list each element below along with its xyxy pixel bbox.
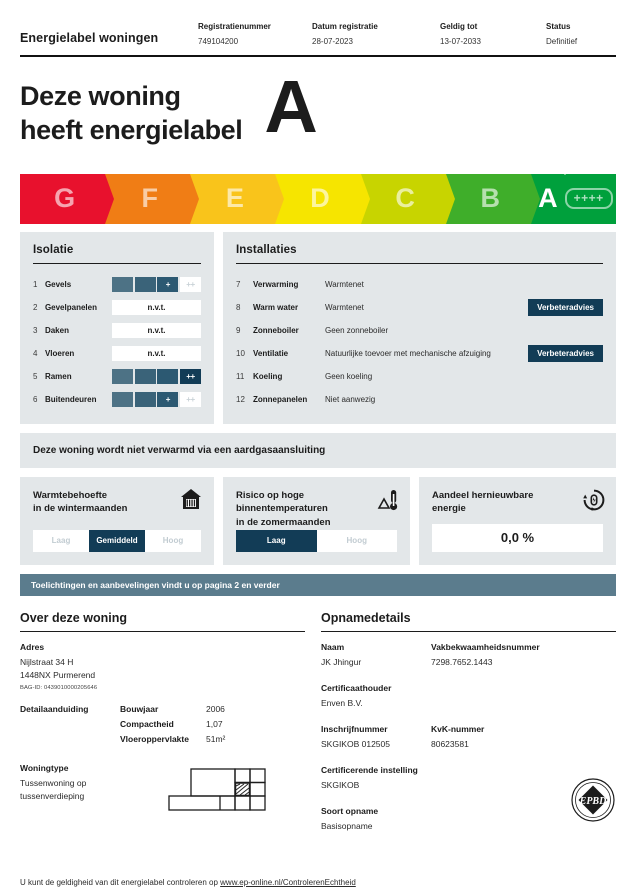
row-label: Ramen bbox=[44, 371, 72, 381]
hero-text bbox=[20, 79, 242, 148]
opnamedetails-divider bbox=[321, 631, 616, 632]
epbd-seal-text: EPBD bbox=[579, 795, 607, 807]
row-number: 10 bbox=[236, 348, 245, 358]
document-title: Energielabel woningen bbox=[20, 31, 159, 45]
indicator-title bbox=[33, 489, 201, 517]
house-diagram-icon bbox=[163, 763, 271, 820]
adres-line-1: Nijlstraat 34 H bbox=[20, 656, 74, 667]
isolatie-rating-bar bbox=[112, 277, 201, 292]
indicator-title-line: Risico op hoge bbox=[236, 489, 305, 501]
woningtype-line-2: tussenverdieping bbox=[20, 790, 85, 801]
detail-row bbox=[120, 734, 225, 744]
hero-line-1: Deze woning bbox=[20, 81, 181, 111]
indicator-toggle-group bbox=[33, 530, 201, 552]
installaties-panel bbox=[223, 232, 616, 424]
soort-opname-value: Basisopname bbox=[321, 820, 373, 831]
bottom-sections bbox=[20, 611, 616, 834]
energy-scale bbox=[20, 174, 616, 224]
row-number: 4 bbox=[33, 348, 38, 358]
isolatie-rating-bar bbox=[112, 369, 201, 384]
detail-key: Bouwjaar bbox=[120, 703, 159, 714]
woningtype-text bbox=[20, 763, 145, 820]
row-number: 12 bbox=[236, 394, 245, 404]
over-deze-woning-section bbox=[20, 611, 305, 834]
gas-notice: Deze woning wordt niet verwarmd via een aardgasaansluiting bbox=[20, 433, 616, 468]
row-label: Ventilatie bbox=[253, 348, 289, 358]
energy-scale-letter: G bbox=[54, 183, 76, 214]
indicator-box bbox=[20, 477, 214, 565]
detailaanduiding-label: Detailaanduiding bbox=[20, 703, 89, 714]
over-woning-title: Over deze woning bbox=[20, 610, 127, 625]
footer-text: U kunt de geldigheid van dit energielabel controleren op bbox=[20, 878, 221, 887]
meta-registratienummer bbox=[198, 22, 312, 46]
meta-label: Status bbox=[546, 22, 571, 31]
meta-value: 13-07-2033 bbox=[440, 37, 481, 46]
energy-scale-letter: E bbox=[225, 183, 244, 214]
energy-scale-segment-g bbox=[20, 174, 105, 224]
hero-label-letter: A bbox=[264, 65, 318, 148]
indicator-title-line: Warmtebehoefte bbox=[33, 489, 108, 501]
energy-scale-letter: A bbox=[538, 183, 558, 214]
meta-geldig-tot bbox=[440, 22, 546, 46]
indicator-title-line: binnentemperaturen bbox=[236, 503, 328, 515]
row-label: Koeling bbox=[253, 371, 283, 381]
renewable-energy-icon bbox=[582, 488, 604, 512]
scale-notch bbox=[361, 174, 370, 224]
over-woning-divider bbox=[20, 631, 305, 632]
row-number: 7 bbox=[236, 279, 241, 289]
indicator-title-line: in de zomermaanden bbox=[236, 517, 331, 529]
row-number: 5 bbox=[33, 371, 38, 381]
isolatie-row bbox=[33, 342, 201, 365]
indicator-title-line: in de wintermaanden bbox=[33, 503, 128, 515]
toggle-option-hoog[interactable]: Hoog bbox=[346, 536, 367, 546]
rating-cell-empty: ++ bbox=[180, 392, 201, 407]
footer-verification-text bbox=[20, 878, 356, 887]
detail-key: Vloeroppervlakte bbox=[120, 733, 189, 744]
energy-scale-segment-a bbox=[531, 174, 616, 224]
row-number: 8 bbox=[236, 302, 241, 312]
row-number: 2 bbox=[33, 302, 38, 312]
meta-label: Registratienummer bbox=[198, 22, 271, 31]
energy-scale-segment-c bbox=[361, 174, 446, 224]
isolatie-panel bbox=[20, 232, 214, 424]
rating-cell-filled bbox=[112, 369, 133, 384]
detail-value: 51m² bbox=[206, 733, 226, 744]
installaties-divider bbox=[236, 263, 603, 264]
naam-row bbox=[321, 642, 616, 670]
isolatie-row bbox=[33, 296, 201, 319]
naam-label: Naam bbox=[321, 641, 345, 652]
certificaathouder-label: Certificaathouder bbox=[321, 682, 392, 693]
soort-opname-label: Soort opname bbox=[321, 805, 379, 816]
meta-value: Definitief bbox=[546, 37, 578, 46]
isolatie-nvt-value: n.v.t. bbox=[112, 346, 201, 361]
woningtype-line-1: Tussenwoning op bbox=[20, 777, 87, 788]
active-label-pointer-icon bbox=[556, 165, 574, 175]
row-label: Daken bbox=[44, 325, 69, 335]
verbeteradvies-button[interactable]: Verbeteradvies bbox=[528, 299, 603, 316]
row-number: 6 bbox=[33, 394, 38, 404]
ep-online-link[interactable]: www.ep-online.nl/ControlerenEchtheid bbox=[220, 878, 356, 887]
energy-scale-letter: D bbox=[310, 183, 330, 214]
opnamedetails-title: Opnamedetails bbox=[321, 610, 411, 625]
opnamedetails-section bbox=[321, 611, 616, 834]
panels-row bbox=[20, 232, 616, 424]
detail-row bbox=[120, 704, 225, 714]
rating-cell-filled bbox=[112, 392, 133, 407]
woningtype-label: Woningtype bbox=[20, 762, 69, 773]
epbd-seal-icon bbox=[570, 777, 616, 828]
vakbekwaamheidsnummer-value: 7298.7652.1443 bbox=[431, 656, 493, 667]
row-label: Warm water bbox=[253, 302, 299, 312]
indicator-toggle-group bbox=[236, 530, 397, 552]
isolatie-nvt-value: n.v.t. bbox=[112, 323, 201, 338]
energy-scale-segment-d bbox=[275, 174, 360, 224]
kvk-nummer-label: KvK-nummer bbox=[431, 723, 485, 734]
toggle-option-laag[interactable]: Laag bbox=[236, 530, 317, 552]
detail-key: Compactheid bbox=[120, 718, 174, 729]
rating-cell-filled bbox=[157, 369, 178, 384]
meta-status bbox=[546, 22, 616, 46]
rating-cell-filled: + bbox=[157, 277, 178, 292]
meta-value: 28-07-2023 bbox=[312, 37, 353, 46]
isolatie-nvt-value: n.v.t. bbox=[112, 300, 201, 315]
header-meta-group bbox=[198, 22, 616, 46]
row-value: Geen zonneboiler bbox=[325, 325, 389, 335]
row-label: Zonneboiler bbox=[253, 325, 299, 335]
isolatie-row bbox=[33, 273, 201, 296]
installaties-rows bbox=[236, 273, 603, 411]
row-value: Geen koeling bbox=[325, 371, 373, 381]
scale-notch bbox=[275, 174, 284, 224]
spacer bbox=[321, 670, 616, 683]
row-label: Gevels bbox=[44, 279, 72, 289]
installaties-row bbox=[236, 273, 603, 296]
rating-cell-filled bbox=[135, 277, 156, 292]
meta-label: Datum registratie bbox=[312, 22, 378, 31]
installaties-row bbox=[236, 296, 603, 319]
energy-scale-bar bbox=[20, 174, 616, 224]
indicator-title-line: Aandeel hernieuwbare bbox=[432, 489, 534, 501]
indicator-title bbox=[432, 489, 603, 517]
toggle-option-laag[interactable]: Laag bbox=[51, 536, 71, 546]
indicator-value: 0,0 % bbox=[432, 524, 603, 552]
certificaathouder-value: Enven B.V. bbox=[321, 697, 363, 708]
verbeteradvies-button[interactable]: Verbeteradvies bbox=[528, 345, 603, 362]
hero-line-2: heeft energielabel bbox=[20, 115, 243, 146]
row-value: Niet aanwezig bbox=[325, 394, 376, 404]
row-number: 11 bbox=[236, 371, 245, 381]
adres-label: Adres bbox=[20, 641, 45, 652]
scale-notch bbox=[105, 174, 114, 224]
installaties-row bbox=[236, 342, 603, 365]
installaties-row bbox=[236, 319, 603, 342]
detail-row bbox=[120, 719, 225, 729]
rating-cell-filled: ++ bbox=[180, 369, 201, 384]
isolatie-title: Isolatie bbox=[33, 243, 74, 256]
energy-scale-letter: C bbox=[395, 183, 415, 214]
certificerende-instelling-label: Certificerende instelling bbox=[321, 764, 418, 775]
energy-scale-segment-e bbox=[190, 174, 275, 224]
installaties-row bbox=[236, 388, 603, 411]
rating-cell-filled bbox=[135, 392, 156, 407]
rating-cell-filled bbox=[112, 277, 133, 292]
indicator-boxes bbox=[20, 477, 616, 565]
rating-cell-filled bbox=[135, 369, 156, 384]
row-label: Verwarming bbox=[253, 279, 299, 289]
row-value: Natuurlijke toevoer met mechanische afzuiging bbox=[325, 348, 491, 358]
isolatie-row bbox=[33, 319, 201, 342]
spacer bbox=[321, 711, 616, 724]
toggle-option-gemiddeld[interactable]: Gemiddeld bbox=[89, 530, 145, 552]
indicator-title bbox=[236, 489, 397, 530]
row-label: Buitendeuren bbox=[44, 394, 97, 404]
energy-scale-plus-badge: ++++ bbox=[565, 188, 613, 209]
detail-value: 1,07 bbox=[206, 718, 223, 729]
rating-cell-empty: ++ bbox=[180, 277, 201, 292]
inschrijfnummer-label: Inschrijfnummer bbox=[321, 723, 388, 734]
house-radiator-icon bbox=[180, 488, 202, 512]
isolatie-row bbox=[33, 365, 201, 388]
row-number: 9 bbox=[236, 325, 241, 335]
certificerende-instelling-value: SKGIKOB bbox=[321, 779, 360, 790]
vakbekwaamheidsnummer-label: Vakbekwaamheidsnummer bbox=[431, 641, 540, 652]
isolatie-rows bbox=[33, 273, 201, 411]
installaties-row bbox=[236, 365, 603, 388]
detailaanduiding-rows bbox=[120, 704, 225, 749]
scale-notch bbox=[190, 174, 199, 224]
meta-datum-registratie bbox=[312, 22, 440, 46]
energy-scale-segment-b bbox=[446, 174, 531, 224]
row-label: Gevelpanelen bbox=[44, 302, 97, 312]
spacer bbox=[321, 752, 616, 765]
detail-value: 2006 bbox=[206, 703, 225, 714]
info-banner: Toelichtingen en aanbevelingen vindt u op pagina 2 en verder bbox=[20, 574, 616, 596]
row-number: 3 bbox=[33, 325, 38, 335]
isolatie-rating-bar bbox=[112, 392, 201, 407]
meta-value: 749104200 bbox=[198, 37, 239, 46]
bag-id: BAG-ID: 0439010000205646 bbox=[20, 684, 98, 691]
adres-line-2: 1448NX Purmerend bbox=[20, 669, 96, 680]
meta-label: Geldig tot bbox=[440, 22, 478, 31]
thermometer-sun-icon bbox=[376, 488, 398, 512]
row-label: Vloeren bbox=[44, 348, 75, 358]
toggle-option-hoog[interactable]: Hoog bbox=[162, 536, 184, 546]
isolatie-row bbox=[33, 388, 201, 411]
indicator-title-line: energie bbox=[432, 503, 466, 515]
isolatie-divider bbox=[33, 263, 201, 264]
row-number: 1 bbox=[33, 279, 38, 289]
indicator-box bbox=[223, 477, 410, 565]
kvk-nummer-value: 80623581 bbox=[431, 738, 469, 749]
hero-section bbox=[0, 57, 636, 148]
indicator-box bbox=[419, 477, 616, 565]
row-value: Warmtenet bbox=[325, 279, 364, 289]
rating-cell-filled: + bbox=[157, 392, 178, 407]
naam-value: JK Jhingur bbox=[321, 656, 362, 667]
row-label: Zonnepanelen bbox=[253, 394, 308, 404]
document-header bbox=[0, 0, 636, 46]
installaties-title: Installaties bbox=[236, 243, 297, 256]
inschrijfnummer-value: SKGIKOB 012505 bbox=[321, 738, 390, 749]
scale-notch bbox=[446, 174, 455, 224]
woningtype-block bbox=[20, 763, 305, 820]
energy-scale-segment-f bbox=[105, 174, 190, 224]
row-value: Warmtenet bbox=[325, 302, 364, 312]
energy-scale-letter: B bbox=[480, 183, 501, 214]
energy-scale-letter: F bbox=[141, 183, 158, 214]
spacer bbox=[20, 691, 305, 704]
inschrijf-kvk-row bbox=[321, 724, 616, 752]
